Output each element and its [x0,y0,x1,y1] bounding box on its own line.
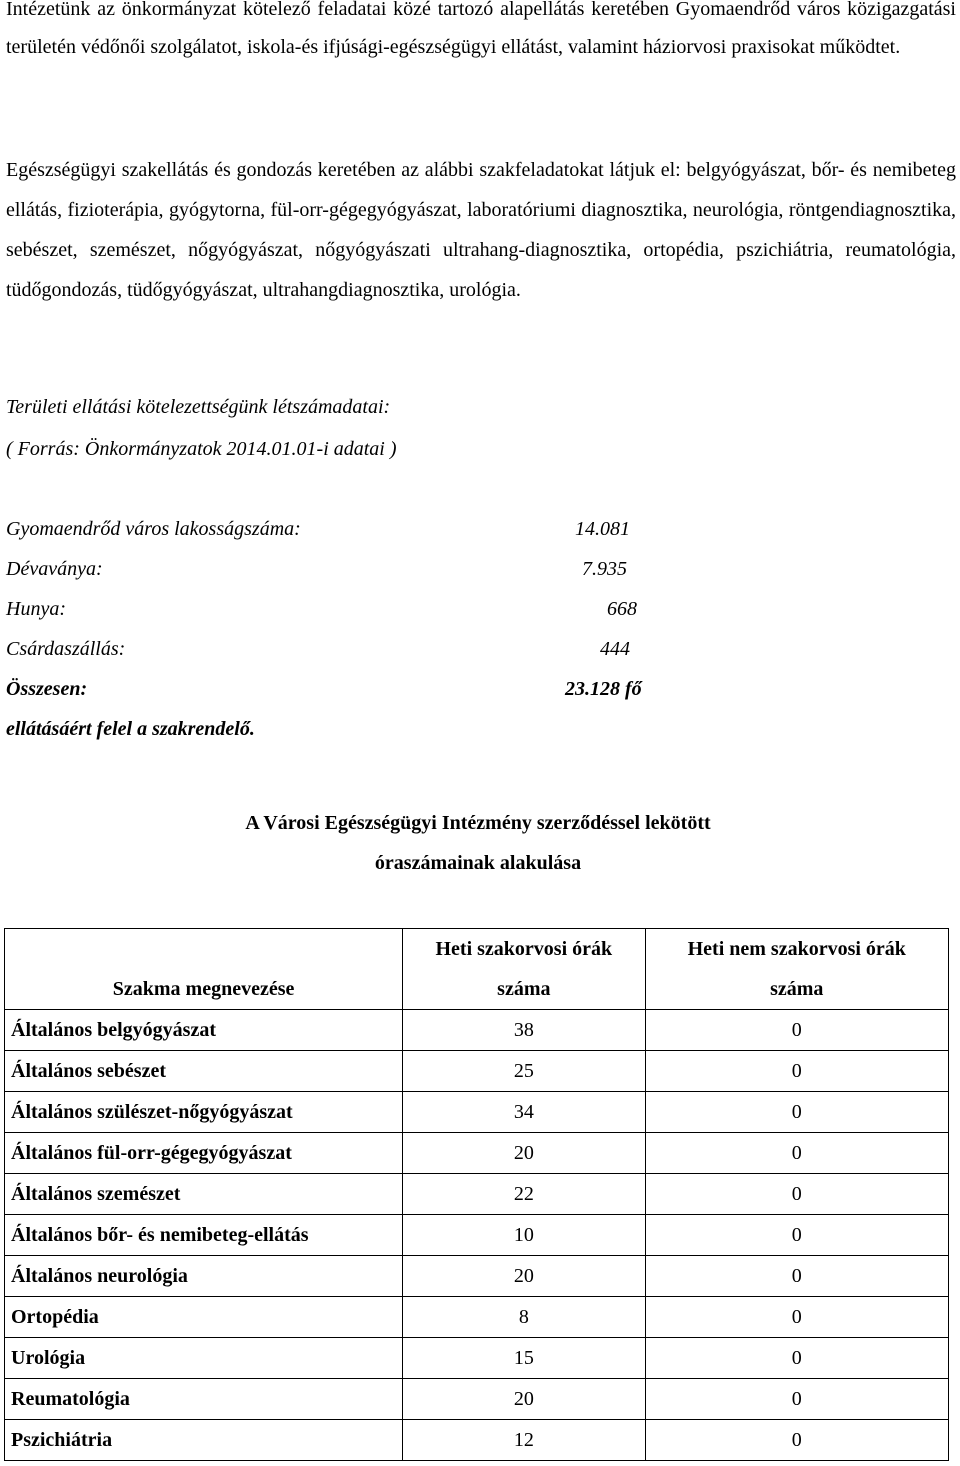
csardaszallas-label: Csárdaszállás: [6,638,126,660]
row-name: Általános szülészet-nőgyógyászat [5,1092,403,1133]
header-profession [5,929,403,1010]
row-non-specialist-hours: 0 [645,1297,948,1338]
table-row [5,1338,949,1379]
row-non-specialist-hours: 0 [645,1379,948,1420]
row-name: Általános neurológia [5,1256,403,1297]
row-specialist-hours: 15 [403,1338,645,1379]
intro-paragraph: Intézetünk az önkormányzat kötelező feladatai közé tartozó alapellátás keretében Gyomaendrőd város közigazgatási területén védőnői szolgálatot, iskola-és ifjúsági-egészségügyi ellátást, valamint háziorvosi praxisokat működtet. [6,0,956,58]
row-specialist-hours: 34 [403,1092,645,1133]
row-name: Általános sebészet [5,1051,403,1092]
header-specialist-line1: Heti szakorvosi órák [435,938,613,960]
row-specialist-hours: 12 [403,1420,645,1461]
header-profession-text: Szakma megnevezése [112,978,295,1000]
csardaszallas-value: 444 [600,638,630,660]
row-non-specialist-hours: 0 [645,1338,948,1379]
row-non-specialist-hours: 0 [645,1010,948,1051]
table-row [5,1297,949,1338]
row-name: Pszichiátria [5,1420,403,1461]
table-row [5,1174,949,1215]
table-row [5,1133,949,1174]
row-non-specialist-hours: 0 [645,1256,948,1297]
row-specialist-hours: 25 [403,1051,645,1092]
header-non-specialist-line1: Heti nem szakorvosi órák [687,938,906,960]
table-row [5,1051,949,1092]
devavanya-value: 7.935 [582,558,627,580]
header-specialist-line2: száma [497,978,551,1000]
coverage-source: ( Forrás: Önkormányzatok 2014.01.01-i adatai ) [6,438,397,460]
table-row [5,1215,949,1256]
row-specialist-hours: 22 [403,1174,645,1215]
table-row [5,1092,949,1133]
row-specialist-hours: 20 [403,1133,645,1174]
row-specialist-hours: 20 [403,1256,645,1297]
row-non-specialist-hours: 0 [645,1133,948,1174]
population-value: 14.081 [575,518,630,540]
contracted-hours-table [4,928,949,1461]
row-name: Reumatológia [5,1379,403,1420]
row-name: Urológia [5,1338,403,1379]
row-name: Általános fül-orr-gégegyógyászat [5,1133,403,1174]
row-name: Általános szemészet [5,1174,403,1215]
row-specialist-hours: 38 [403,1010,645,1051]
devavanya-label: Dévaványa: [6,558,103,580]
table-row [5,1010,949,1051]
row-non-specialist-hours: 0 [645,1215,948,1256]
header-non-specialist-line2: száma [770,978,824,1000]
population-label: Gyomaendrőd város lakosságszáma: [6,518,301,540]
header-non-specialist-hours [645,929,948,1010]
table-title-line2: óraszámainak alakulása [374,852,582,874]
row-name: Ortopédia [5,1297,403,1338]
table-row [5,1256,949,1297]
header-specialist-hours [403,929,645,1010]
table-row [5,1420,949,1461]
responsibility-note: ellátásáért felel a szakrendelő. [6,718,255,740]
hunya-value: 668 [607,598,637,620]
hunya-label: Hunya: [6,598,66,620]
total-value: 23.128 fő [565,678,642,700]
coverage-heading: Területi ellátási kötelezettségünk létszámadatai: [6,396,391,418]
row-non-specialist-hours: 0 [645,1051,948,1092]
row-specialist-hours: 20 [403,1379,645,1420]
table-title-line1: A Városi Egészségügyi Intézmény szerződéssel lekötött [245,812,711,834]
table-row [5,1379,949,1420]
row-non-specialist-hours: 0 [645,1092,948,1133]
row-non-specialist-hours: 0 [645,1174,948,1215]
total-label: Összesen: [6,678,88,700]
row-specialist-hours: 8 [403,1297,645,1338]
row-non-specialist-hours: 0 [645,1420,948,1461]
row-name: Általános belgyógyászat [5,1010,403,1051]
table-header-row [5,929,949,1010]
specialties-paragraph: Egészségügyi szakellátás és gondozás keretében az alábbi szakfeladatokat látjuk el: belgyógyászat, bőr- és nemibeteg ellátás, fizioterápia, gyógytorna, fül-orr-gégegyógyászat, laboratóriumi diagnosztika, neurológia, röntgendiagnosztika, sebészet, szemészet, nőgyógyászat, nőgyógyászati ultrahang-diagnosztika, ortopédia, pszichiátria, reumatológia, tüdőgondozás, tüdőgyógyászat, ultrahangdiagnosztika, urológia. [6,159,956,301]
row-name: Általános bőr- és nemibeteg-ellátás [5,1215,403,1256]
row-specialist-hours: 10 [403,1215,645,1256]
